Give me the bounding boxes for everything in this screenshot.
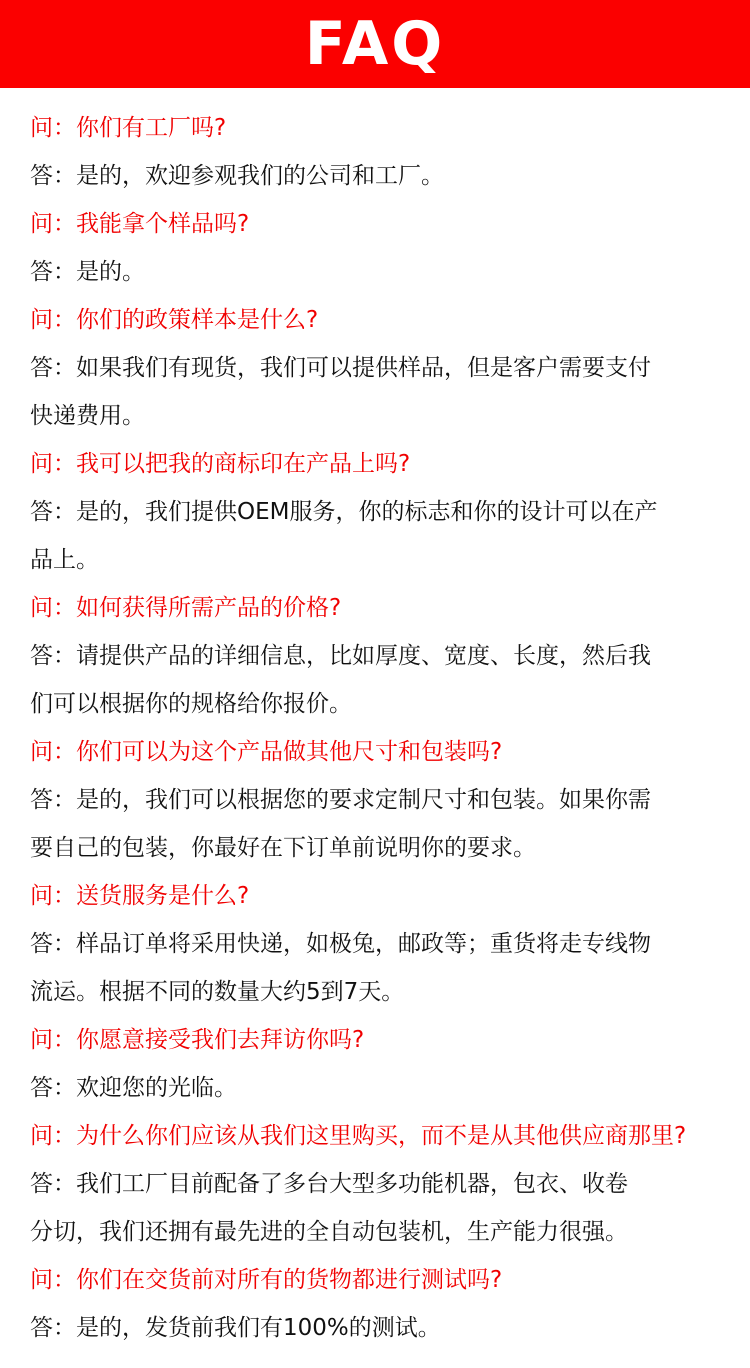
faq-question: 问：你们可以为这个产品做其他尺寸和包装吗? [30, 739, 503, 765]
faq-item-testing [30, 1256, 730, 1352]
faq-answer-line: 快递费用。 [30, 403, 145, 429]
faq-answer-line: 答：是的，发货前我们有100%的测试。 [30, 1315, 441, 1341]
faq-question: 问：如何获得所需产品的价格? [30, 595, 342, 621]
faq-item-sample-policy [30, 296, 730, 440]
faq-item-logo-printing [30, 440, 730, 584]
faq-answer-line: 答：我们工厂目前配备了多台大型多功能机器，包衣、收卷 [30, 1171, 628, 1197]
faq-answer [30, 488, 730, 584]
faq-answer-line: 答：欢迎您的光临。 [30, 1075, 237, 1101]
faq-answer-line: 流运。根据不同的数量大约5到7天。 [30, 979, 405, 1005]
faq-question: 问：我能拿个样品吗? [30, 211, 250, 237]
faq-answer [30, 1304, 730, 1352]
faq-answer-line: 答：是的，欢迎参观我们的公司和工厂。 [30, 163, 444, 189]
faq-question: 问：你愿意接受我们去拜访你吗? [30, 1027, 365, 1053]
faq-answer-line: 要自己的包装，你最好在下订单前说明你的要求。 [30, 835, 536, 861]
faq-answer-line: 答：是的，我们可以根据您的要求定制尺寸和包装。如果你需 [30, 787, 651, 813]
faq-item-custom-size-packaging [30, 728, 730, 872]
page-title: FAQ [304, 9, 446, 79]
faq-header-banner [0, 0, 750, 88]
faq-answer [30, 248, 730, 296]
faq-answer-line: 答：如果我们有现货，我们可以提供样品，但是客户需要支付 [30, 355, 651, 381]
faq-item-visit [30, 1016, 730, 1112]
faq-question: 问：你们在交货前对所有的货物都进行测试吗? [30, 1267, 503, 1293]
faq-item-factory [30, 104, 730, 200]
faq-answer [30, 1160, 730, 1256]
faq-answer [30, 1064, 730, 1112]
faq-answer-line: 答：请提供产品的详细信息，比如厚度、宽度、长度，然后我 [30, 643, 651, 669]
faq-list [30, 104, 730, 1352]
faq-answer-line: 分切，我们还拥有最先进的全自动包装机，生产能力很强。 [30, 1219, 628, 1245]
faq-question: 问：我可以把我的商标印在产品上吗? [30, 451, 411, 477]
faq-question: 问：你们的政策样本是什么? [30, 307, 319, 333]
faq-answer-line: 答：是的，我们提供OEM服务，你的标志和你的设计可以在产 [30, 499, 658, 525]
faq-item-why-us [30, 1112, 730, 1256]
faq-question: 问：为什么你们应该从我们这里购买，而不是从其他供应商那里? [30, 1123, 687, 1149]
faq-answer-line: 答：是的。 [30, 259, 145, 285]
faq-answer-line: 们可以根据你的规格给你报价。 [30, 691, 352, 717]
faq-answer-line: 答：样品订单将采用快递，如极兔，邮政等；重货将走专线物 [30, 931, 651, 957]
faq-answer [30, 344, 730, 440]
faq-answer [30, 632, 730, 728]
faq-question: 问：送货服务是什么? [30, 883, 250, 909]
faq-answer [30, 920, 730, 1016]
faq-item-delivery [30, 872, 730, 1016]
faq-answer [30, 152, 730, 200]
faq-answer-line: 品上。 [30, 547, 99, 573]
faq-item-price [30, 584, 730, 728]
faq-answer [30, 776, 730, 872]
faq-question: 问：你们有工厂吗? [30, 115, 227, 141]
faq-item-sample [30, 200, 730, 296]
